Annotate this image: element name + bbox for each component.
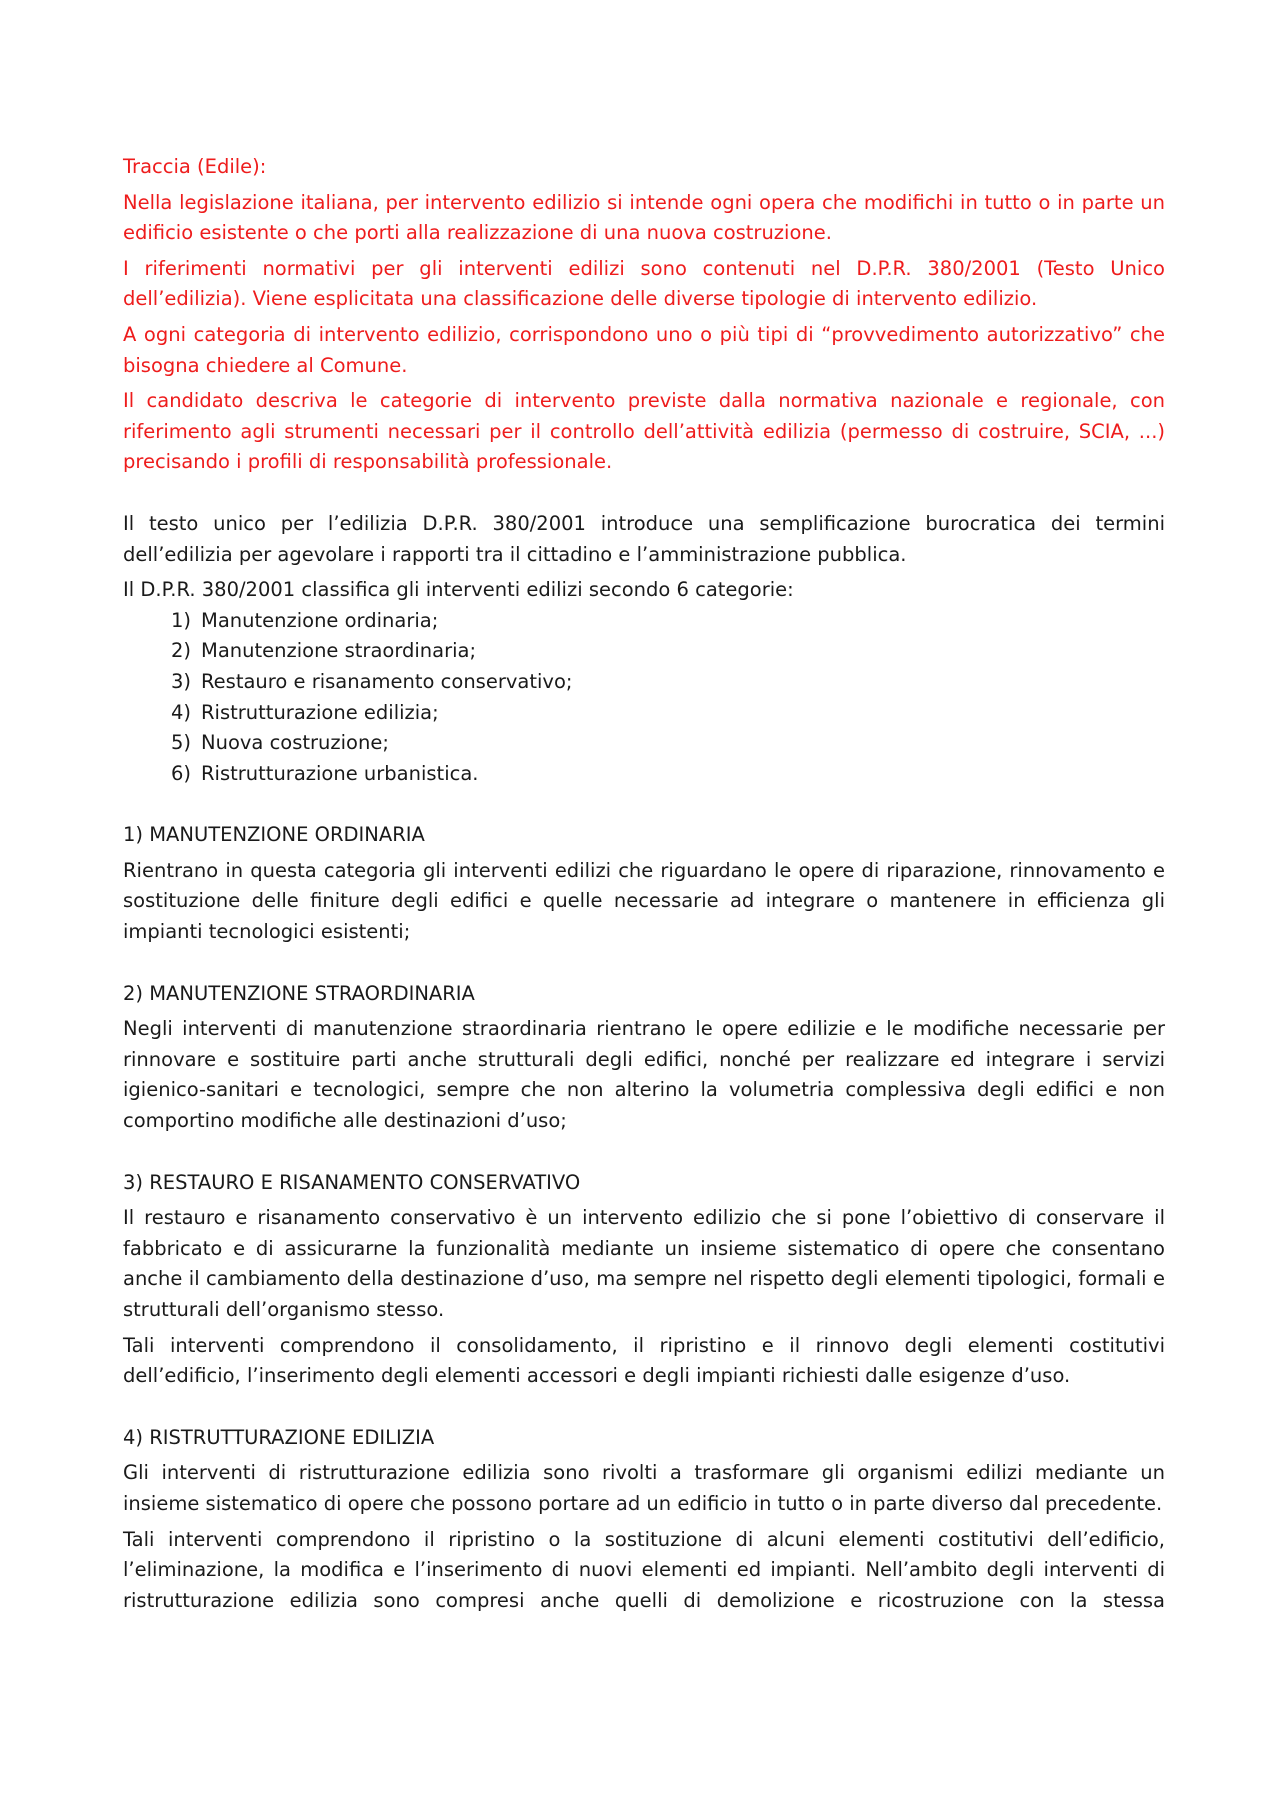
list-label: Ristrutturazione edilizia; xyxy=(201,700,439,724)
list-label: Manutenzione straordinaria; xyxy=(201,639,477,663)
section-paragraph: Tali interventi comprendono il ripristino o la sostituzione di alcuni elementi costitutivi dell’edificio, l’eliminazione, la modifica e l’inserimento di nuovi elementi ed impianti. Nell’ambito degli interventi di ristrutturazione edilizia sono compresi anche quelli di demolizione e ricostruzione con la stessa xyxy=(123,1527,1165,1612)
section-paragraph: Gli interventi di ristrutturazione edilizia sono rivolti a trasformare gli organismi edilizi mediante un insieme sistematico di opere che possono portare ad un edificio in tutto o in parte diverso dal precedente. xyxy=(123,1461,1165,1515)
traccia-paragraph: I riferimenti normativi per gli interventi edilizi sono contenuti nel D.P.R. 380/2001 (Testo Unico dell’edilizia). Viene esplicitata una classificazione delle diverse tipologie di intervento edilizio. xyxy=(123,256,1165,311)
section-heading: 4) RISTRUTTURAZIONE EDILIZIA xyxy=(123,1425,435,1449)
list-item xyxy=(163,636,1165,667)
section-manutenzione-straordinaria xyxy=(123,979,1165,1137)
list-label: Ristrutturazione urbanistica. xyxy=(201,761,479,785)
section-heading: 1) MANUTENZIONE ORDINARIA xyxy=(123,823,425,847)
list-label: Manutenzione ordinaria; xyxy=(201,608,439,632)
section-restauro xyxy=(123,1168,1165,1392)
category-list xyxy=(123,606,1165,790)
section-paragraph: Rientrano in questa categoria gli interventi edilizi che riguardano le opere di riparazione, rinnovamento e sostituzione delle finiture degli edifici e quelle necessarie ad integrare o mantenere in efficienza gli impianti tecnologici esistenti; xyxy=(123,858,1165,944)
list-item xyxy=(163,698,1165,729)
section-heading: 3) RESTAURO E RISANAMENTO CONSERVATIVO xyxy=(123,1170,581,1194)
section-ristrutturazione-edilizia xyxy=(123,1423,1165,1617)
list-number: 3) xyxy=(170,669,191,693)
list-number: 2) xyxy=(170,639,191,663)
intro-block xyxy=(123,509,1165,789)
traccia-block xyxy=(123,152,1165,478)
list-item xyxy=(163,667,1165,698)
list-number: 4) xyxy=(170,700,191,724)
traccia-paragraph: A ogni categoria di intervento edilizio, corrispondono uno o più tipi di “provvedimento autorizzativo” che bisogna chiedere al Comune. xyxy=(123,322,1165,377)
intro-paragraph: Il D.P.R. 380/2001 classifica gli interventi edilizi secondo 6 categorie: xyxy=(123,578,794,602)
list-item xyxy=(163,728,1165,759)
traccia-paragraph: Nella legislazione italiana, per intervento edilizio si intende ogni opera che modifichi in tutto o in parte un edificio esistente o che porti alla realizzazione di una nuova costruzione. xyxy=(123,190,1165,245)
list-number: 5) xyxy=(170,731,191,755)
list-number: 6) xyxy=(170,761,191,785)
section-paragraph: Negli interventi di manutenzione straordinaria rientrano le opere edilizie e le modifiche necessarie per rinnovare e sostituire parti anche strutturali degli edifici, nonché per realizzare ed integrare i servizi igienico-sanitari e tecnologici, sempre che non alterino la volumetria complessiva degli edifici e non comportino modifiche alle destinazioni d’uso; xyxy=(123,1017,1165,1133)
document-page xyxy=(123,152,1165,1616)
section-manutenzione-ordinaria xyxy=(123,820,1165,947)
section-heading: 2) MANUTENZIONE STRAORDINARIA xyxy=(123,981,475,1005)
list-item xyxy=(163,606,1165,637)
list-item xyxy=(163,759,1165,790)
list-label: Nuova costruzione; xyxy=(201,731,389,755)
section-paragraph: Il restauro e risanamento conservativo è un intervento edilizio che si pone l’obiettivo di conservare il fabbricato e di assicurarne la funzionalità mediante un insieme sistematico di opere che consentano anche il cambiamento della destinazione d’uso, ma sempre nel rispetto degli elementi tipologici, formali e strutturali dell’organismo stesso. xyxy=(123,1206,1165,1321)
intro-paragraph: Il testo unico per l’edilizia D.P.R. 380/2001 introduce una semplificazione burocratica dei termini dell’edilizia per agevolare i rapporti tra il cittadino e l’amministrazione pubblica. xyxy=(123,511,1165,566)
traccia-title: Traccia (Edile): xyxy=(123,155,267,178)
list-number: 1) xyxy=(170,608,191,632)
traccia-paragraph: Il candidato descriva le categorie di intervento previste dalla normativa nazionale e regionale, con riferimento agli strumenti necessari per il controllo dell’attività edilizia (permesso di costruire, SCIA, ...) precisando i profili di responsabilità professionale. xyxy=(123,389,1165,474)
list-label: Restauro e risanamento conservativo; xyxy=(201,669,573,693)
section-paragraph: Tali interventi comprendono il consolidamento, il ripristino e il rinnovo degli elementi costitutivi dell’edificio, l’inserimento degli elementi accessori e degli impianti richiesti dalle esigenze d’uso. xyxy=(123,1333,1165,1388)
